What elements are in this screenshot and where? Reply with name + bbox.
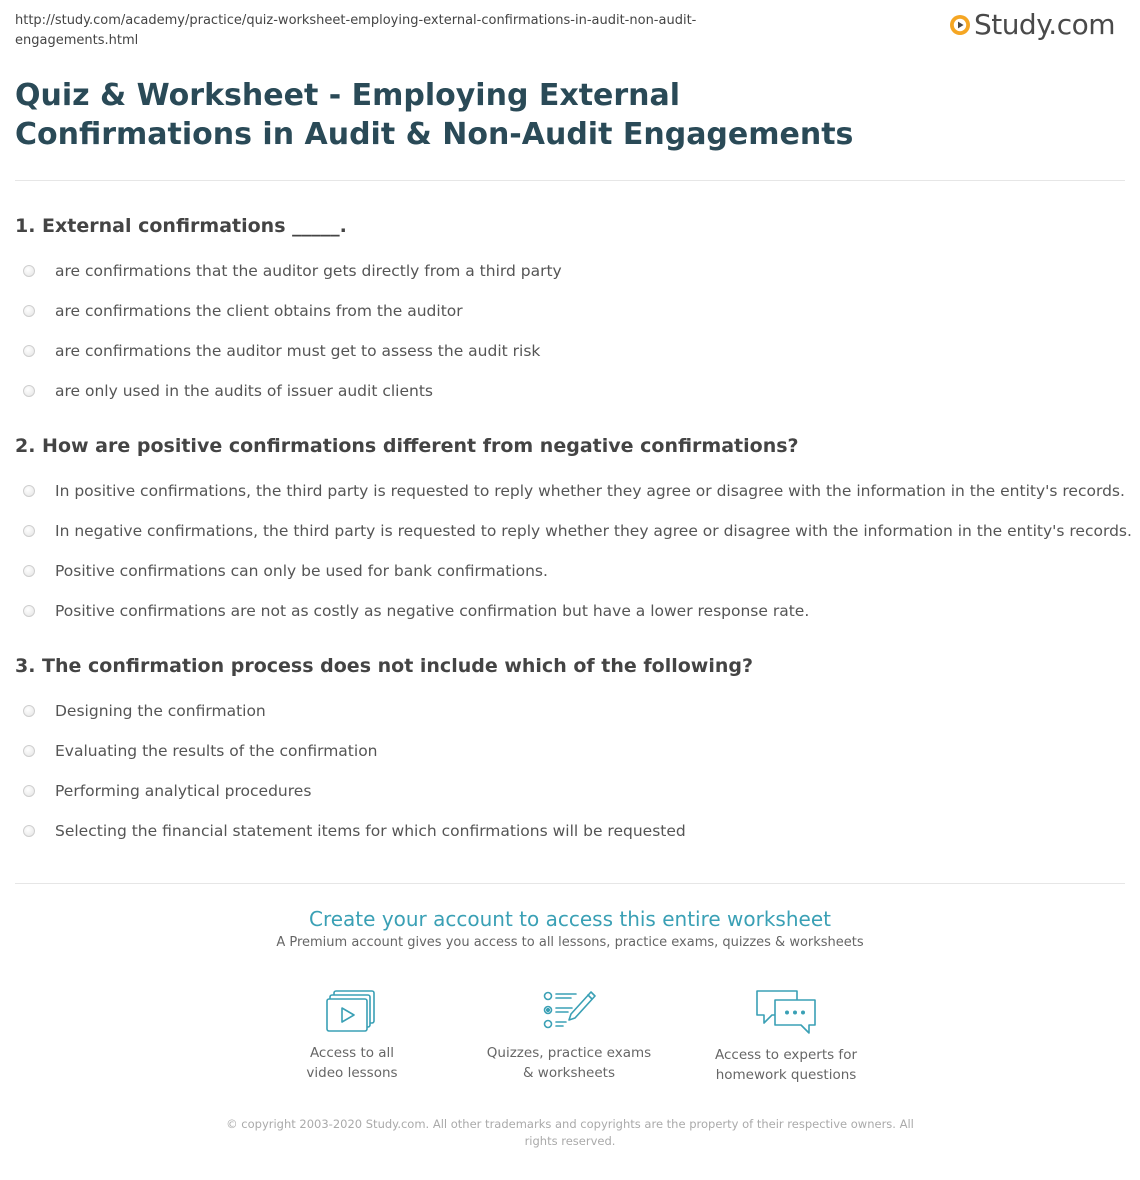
- study-logo[interactable]: [949, 9, 1115, 41]
- answer-option[interactable]: [15, 471, 1125, 511]
- radio-button[interactable]: [23, 785, 35, 797]
- answer-option[interactable]: [15, 331, 1125, 371]
- answer-option[interactable]: [15, 691, 1125, 731]
- video-lessons-icon: [326, 988, 378, 1034]
- feature-label-line: video lessons: [306, 1065, 398, 1081]
- answer-option[interactable]: [15, 771, 1125, 811]
- answer-label: are confirmations that the auditor gets directly from a third party: [55, 262, 562, 280]
- feature-label: [686, 1045, 886, 1085]
- feature-label: [252, 1043, 452, 1083]
- answer-label: are confirmations the client obtains from the auditor: [55, 302, 463, 320]
- cta-subtitle: A Premium account gives you access to all lessons, practice exams, quizzes & worksheets: [276, 935, 864, 950]
- quiz-checklist-icon: [541, 988, 597, 1034]
- feature-label: [469, 1043, 669, 1083]
- radio-button[interactable]: [23, 305, 35, 317]
- answer-option[interactable]: [15, 591, 1125, 631]
- answer-label: Selecting the financial statement items for which confirmations will be requested: [55, 822, 686, 840]
- answer-option[interactable]: [15, 811, 1125, 851]
- answer-label: Performing analytical procedures: [55, 782, 312, 800]
- answer-label: In negative confirmations, the third party is requested to reply whether they agree or disagree with the information in the entity's records.: [55, 522, 1132, 540]
- answer-label: are only used in the audits of issuer audit clients: [55, 382, 433, 400]
- top-divider: [15, 180, 1125, 181]
- question-title: 3. The confirmation process does not include which of the following?: [15, 655, 753, 677]
- feature-label-line: homework questions: [715, 1067, 857, 1083]
- question-title: 2. How are positive confirmations different from negative confirmations?: [15, 435, 799, 457]
- feature-label-line: Access to experts for: [714, 1047, 857, 1063]
- chat-bubbles-icon: [754, 988, 818, 1036]
- copyright-notice: © copyright 2003-2020 Study.com. All other trademarks and copyrights are the property of their respective owners. All rights reserved.: [226, 1117, 914, 1148]
- answer-label: are confirmations the auditor must get to assess the audit risk: [55, 342, 541, 360]
- feature-quizzes: [469, 988, 669, 1083]
- feature-label-line: Access to all: [309, 1045, 395, 1061]
- radio-button[interactable]: [23, 345, 35, 357]
- radio-button[interactable]: [23, 745, 35, 757]
- answer-label: Evaluating the results of the confirmation: [55, 742, 378, 760]
- question-title: 1. External confirmations _____.: [15, 215, 347, 237]
- radio-button[interactable]: [23, 705, 35, 717]
- signup-cta: [0, 905, 1140, 952]
- answer-label: In positive confirmations, the third party is requested to reply whether they agree or disagree with the information in the entity's records.: [55, 482, 1125, 500]
- radio-button[interactable]: [23, 265, 35, 277]
- radio-button[interactable]: [23, 385, 35, 397]
- answer-label: Positive confirmations are not as costly as negative confirmation but have a lower response rate.: [55, 602, 810, 620]
- answer-label: Positive confirmations can only be used for bank confirmations.: [55, 562, 548, 580]
- answer-label: Designing the confirmation: [55, 702, 266, 720]
- page-title: Quiz & Worksheet - Employing External Confirmations in Audit & Non-Audit Engagements: [15, 78, 854, 152]
- feature-experts: [686, 988, 886, 1085]
- radio-button[interactable]: [23, 485, 35, 497]
- logo-text: Study.com: [973, 8, 1115, 41]
- radio-button[interactable]: [23, 525, 35, 537]
- page-url: http://study.com/academy/practice/quiz-worksheet-employing-external-confirmations-in-audit-non-audit-engagements.html: [15, 13, 697, 48]
- answer-option[interactable]: [15, 291, 1125, 331]
- cta-title[interactable]: Create your account to access this entire worksheet: [309, 907, 831, 931]
- answer-option[interactable]: [15, 511, 1132, 551]
- feature-video-lessons: [252, 988, 452, 1083]
- feature-label-line: Quizzes, practice exams: [486, 1045, 652, 1061]
- bottom-divider: [15, 883, 1125, 884]
- radio-button[interactable]: [23, 605, 35, 617]
- quiz-questions: [15, 212, 1132, 872]
- question-1: [15, 212, 1125, 411]
- answer-option[interactable]: [15, 731, 1125, 771]
- question-3: [15, 652, 1125, 851]
- answer-option[interactable]: [15, 371, 1125, 411]
- play-circle-icon: [949, 14, 971, 36]
- answer-option[interactable]: [15, 251, 1125, 291]
- radio-button[interactable]: [23, 565, 35, 577]
- question-2: [15, 432, 1132, 631]
- feature-label-line: & worksheets: [522, 1065, 615, 1081]
- radio-button[interactable]: [23, 825, 35, 837]
- answer-option[interactable]: [15, 551, 1125, 591]
